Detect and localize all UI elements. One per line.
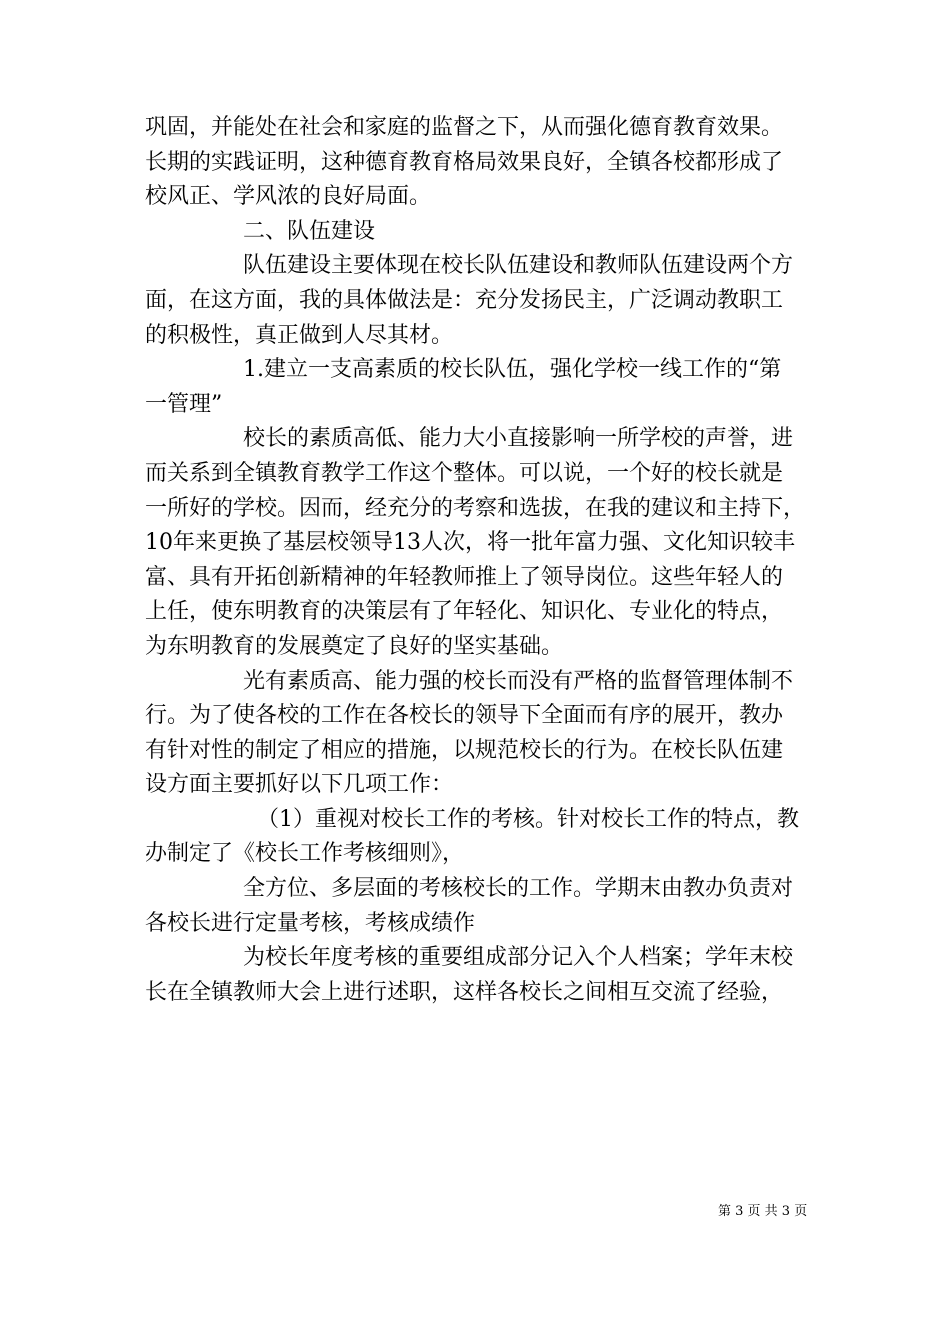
text-line: 光有素质高、能力强的校长而没有严格的监督管理体制不	[243, 668, 794, 694]
text-line: 全方位、多层面的考核校长的工作。学期末由教办负责对	[243, 876, 794, 902]
text-line: 各校长进行定量考核，考核成绩作	[145, 910, 476, 936]
text-line: 校长的素质高低、能力大小直接影响一所学校的声誉，进	[243, 426, 794, 452]
text-line: 长期的实践证明，这种德育教育格局效果良好，全镇各校都形成了	[145, 149, 784, 175]
text-line: 有针对性的制定了相应的措施，以规范校长的行为。在校长队伍建	[145, 737, 784, 763]
subsection-heading: 1.建立一支高素质的校长队伍，强化学校一线工作的“第	[243, 357, 782, 383]
text-line: 富、具有开拓创新精神的年轻教师推上了领导岗位。这些年轻人的	[145, 564, 784, 590]
document-body	[145, 111, 817, 1010]
text-line: 一管理”	[145, 391, 223, 417]
text-line: 一所好的学校。因而，经充分的考察和选拔，在我的建议和主持下，	[145, 495, 806, 521]
text-line: 设方面主要抓好以下几项工作：	[145, 772, 454, 798]
text-line: 而关系到全镇教育教学工作这个整体。可以说，一个好的校长就是	[145, 460, 784, 486]
list-item: （1）重视对校长工作的考核。针对校长工作的特点，教	[257, 806, 799, 832]
text-line: 行。为了使各校的工作在各校长的领导下全面而有序的展开，教办	[145, 703, 784, 729]
text-line: 长在全镇教师大会上进行述职，这样各校长之间相互交流了经验，	[145, 979, 784, 1005]
text-line: 办制定了《校长工作考核细则》，	[145, 841, 465, 867]
text-line: 为东明教育的发展奠定了良好的坚实基础。	[145, 633, 564, 659]
text-line: 为校长年度考核的重要组成部分记入个人档案；学年末校	[243, 945, 794, 971]
text-line: 10年来更换了基层校领导13人次，将一批年富力强、文化知识较丰	[145, 530, 795, 556]
text-line: 巩固，并能处在社会和家庭的监督之下，从而强化德育教育效果。	[145, 115, 784, 140]
page-number: 第 3 页 共 3 页	[718, 1204, 808, 1219]
text-line: 的积极性，真正做到人尽其材。	[145, 322, 454, 348]
text-line: 校风正、学风浓的良好局面。	[145, 184, 432, 210]
text-line: 面，在这方面，我的具体做法是：充分发扬民主，广泛调动教职工	[145, 287, 784, 313]
text-line: 上任，使东明教育的决策层有了年轻化、知识化、专业化的特点，	[145, 599, 784, 625]
text-line: 队伍建设主要体现在校长队伍建设和教师队伍建设两个方	[243, 253, 794, 279]
section-heading: 二、队伍建设	[243, 218, 376, 244]
